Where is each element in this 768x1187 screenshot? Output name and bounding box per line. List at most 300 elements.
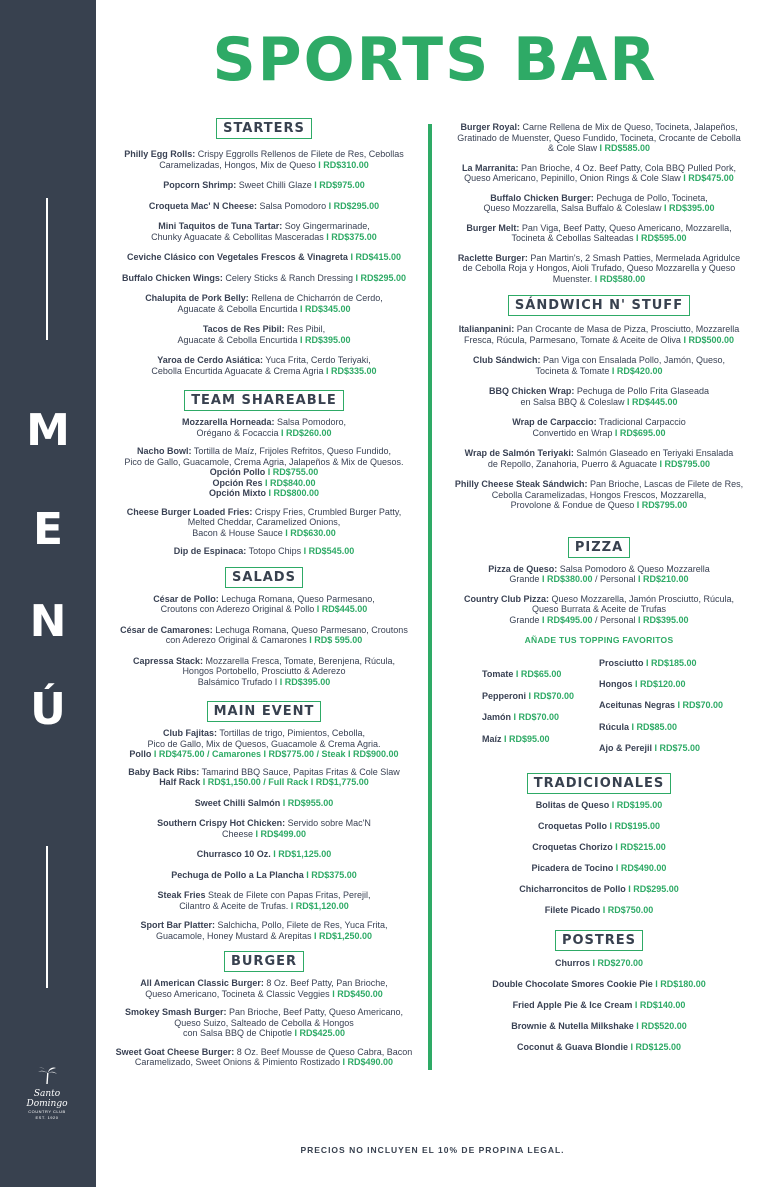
item-desc: Croutons con Aderezo Original & Pollo bbox=[160, 604, 317, 614]
item-price: I RD$295.00 bbox=[355, 272, 406, 283]
item-price: I RD$1,120.00 bbox=[290, 900, 349, 911]
item-price: I RD$630.00 bbox=[285, 527, 336, 538]
item-price: I RD$475.00 / Camarones I RD$775.00 / Steak I RD$900.00 bbox=[153, 749, 399, 759]
item-desc: Crispy Eggrolls Rellenos de Filete de Res, Cebollas bbox=[195, 149, 404, 159]
item-name: Club Fajitas: bbox=[163, 728, 218, 738]
section-header-tradicionales: TRADICIONALES bbox=[527, 773, 671, 794]
item-name: Croquetas Pollo bbox=[537, 821, 610, 831]
item-desc: Tradicional Carpaccio bbox=[596, 417, 686, 427]
item-desc: Mozzarella Fresca, Tomate, Berenjena, Rúcula, bbox=[203, 655, 395, 666]
section-header-main-event: MAIN EVENT bbox=[207, 701, 322, 722]
menu-item bbox=[103, 625, 425, 646]
item-price: I RD$310.00 bbox=[318, 159, 369, 170]
item-desc: Pico de Gallo, Guacamole, Crema Agria, Jalapeños & Mix de Quesos. bbox=[124, 456, 404, 467]
menu-item bbox=[440, 594, 758, 626]
item-desc: Steak de Filete con Papas Fritas, Perejil, bbox=[205, 890, 371, 900]
item-name: Picadera de Tocino bbox=[531, 863, 616, 873]
topping-price: I RD$70.00 bbox=[528, 690, 575, 701]
item-price: I RD$595.00 bbox=[636, 233, 687, 243]
item-price: I RD$1,250.00 bbox=[314, 930, 373, 941]
item-price: I RD$490.00 bbox=[615, 863, 667, 873]
option-label: Pollo bbox=[129, 749, 154, 759]
item-price: I RD$195.00 bbox=[609, 821, 661, 831]
item-price: I RD$210.00 bbox=[638, 574, 689, 584]
topping-item bbox=[482, 669, 561, 680]
item-name: Southern Crispy Hot Chicken: bbox=[157, 818, 286, 828]
item-desc: Provolone & Fondue de Queso bbox=[510, 500, 637, 510]
topping-name: Jamón bbox=[482, 712, 514, 722]
menu-item bbox=[440, 122, 758, 154]
item-name: Dip de Espinaca: bbox=[173, 546, 247, 556]
menu-item bbox=[440, 163, 758, 184]
palm-tree-icon bbox=[36, 1066, 58, 1084]
item-desc: Pechuga de Pollo Frita Glaseada bbox=[574, 386, 709, 396]
topping-price: I RD$65.00 bbox=[515, 669, 562, 679]
item-desc: Hongos Portobello, Prosciutto & Aderezo bbox=[182, 666, 346, 676]
menu-item bbox=[440, 905, 758, 916]
item-desc: Queso Mozzarella, Jamón Prosciutto, Rúcula, bbox=[548, 593, 735, 604]
item-price: I RD$195.00 bbox=[611, 800, 663, 810]
item-desc: Cheese bbox=[221, 828, 256, 839]
item-name: Bolitas de Queso bbox=[535, 800, 612, 810]
item-price: I RD$695.00 bbox=[614, 427, 666, 438]
menu-item bbox=[103, 201, 425, 212]
item-desc: Cebolla Encurtida Aguacate & Crema Agria bbox=[151, 365, 327, 376]
item-name: Pizza de Queso: bbox=[488, 563, 558, 574]
item-desc: Lechuga Romana, Queso Parmesano, Croutons bbox=[212, 624, 408, 635]
item-name: Churros bbox=[554, 958, 593, 968]
item-desc: Salsa Pomodoro bbox=[257, 200, 329, 211]
menu-item bbox=[103, 446, 425, 499]
option-label: Opción Mixto bbox=[208, 488, 269, 498]
size-label: Grande bbox=[509, 614, 542, 625]
item-desc: Tocineta & Tomate bbox=[535, 365, 612, 376]
topping-name: Prosciutto bbox=[599, 658, 647, 668]
section-header-salads: SALADS bbox=[225, 567, 303, 588]
item-desc: Pico de Gallo, Mix de Quesos, Guacamole & Crema Agria. bbox=[147, 738, 381, 749]
section-header-team-shareable: TEAM SHAREABLE bbox=[184, 390, 344, 411]
item-desc: 8 Oz. Beef Patty, Pan Brioche, bbox=[263, 978, 388, 988]
item-desc: Celery Sticks & Ranch Dressing bbox=[222, 272, 356, 283]
menu-item bbox=[440, 1042, 758, 1053]
item-price: I RD$490.00 bbox=[342, 1057, 394, 1067]
item-desc: Pan Brioche, Beef Patty, Queso Americano, bbox=[226, 1007, 403, 1017]
item-name: Raclette Burger: bbox=[457, 252, 528, 263]
topping-name: Hongos bbox=[599, 679, 635, 690]
topping-price: I RD$185.00 bbox=[646, 658, 697, 668]
item-name: Pechuga de Pollo a La Plancha bbox=[171, 869, 307, 880]
menu-item bbox=[440, 448, 758, 469]
item-desc: Soy Gingermarinade, bbox=[282, 221, 370, 231]
menu-item bbox=[103, 767, 425, 788]
item-price: I RD$795.00 bbox=[636, 500, 688, 510]
item-name: Churrasco 10 Oz. bbox=[196, 849, 274, 859]
section-header-starters: STARTERS bbox=[216, 118, 312, 139]
item-name: All American Classic Burger: bbox=[140, 978, 264, 988]
menu-item bbox=[103, 180, 425, 191]
item-price: I RD$585.00 bbox=[599, 143, 651, 153]
size-label: / Personal bbox=[592, 574, 639, 584]
menu-item bbox=[103, 149, 425, 170]
menu-item bbox=[103, 507, 425, 539]
topping-item bbox=[482, 712, 559, 723]
topping-item bbox=[482, 734, 550, 745]
item-name: Philly Egg Rolls: bbox=[124, 149, 196, 159]
menu-item bbox=[103, 890, 425, 911]
item-desc: Pan Brioche, Lascas de Filete de Res, bbox=[587, 479, 744, 489]
column-divider bbox=[428, 124, 432, 1070]
item-price: I RD$395.00 bbox=[663, 203, 715, 213]
item-desc: & Cole Slaw bbox=[547, 143, 600, 153]
item-price: I RD$955.00 bbox=[282, 797, 334, 808]
item-desc: Balsámico Trufado I bbox=[197, 676, 280, 687]
item-name: Croquetas Chorizo bbox=[532, 842, 616, 852]
menu-item bbox=[103, 417, 425, 438]
menu-item bbox=[440, 800, 758, 811]
menu-item bbox=[440, 253, 758, 285]
item-name: Burger Royal: bbox=[460, 122, 521, 132]
menu-item bbox=[103, 293, 425, 314]
item-desc: de Repollo, Zanahoria, Puerro & Aguacate bbox=[487, 458, 660, 469]
item-price: I RD$445.00 bbox=[627, 396, 678, 407]
item-desc: en Salsa BBQ & Coleslaw bbox=[520, 396, 627, 407]
menu-item bbox=[440, 479, 758, 511]
menu-item bbox=[440, 979, 758, 990]
toppings-area bbox=[440, 645, 758, 753]
item-price: I RD$295.00 bbox=[628, 884, 679, 894]
item-price: I RD$475.00 bbox=[683, 173, 734, 183]
item-name: Mini Taquitos de Tuna Tartar: bbox=[158, 221, 283, 231]
menu-item bbox=[103, 355, 425, 376]
topping-item bbox=[482, 691, 574, 702]
tradicionales-list bbox=[440, 800, 758, 916]
topping-price: I RD$95.00 bbox=[504, 733, 550, 744]
menu-letter-u: Ú bbox=[30, 684, 66, 735]
right-column bbox=[440, 118, 758, 1063]
item-name: Cheese Burger Loaded Fries: bbox=[126, 506, 253, 517]
item-price: I RD$795.00 bbox=[659, 458, 711, 469]
postres-list bbox=[440, 958, 758, 1053]
item-price: I RD$180.00 bbox=[655, 979, 706, 989]
item-desc: Cilantro & Aceite de Trufas. bbox=[179, 900, 291, 911]
topping-price: I RD$70.00 bbox=[513, 712, 560, 722]
topping-price: I RD$120.00 bbox=[635, 679, 686, 690]
item-name: La Marranita: bbox=[462, 162, 519, 173]
item-price: I RD$215.00 bbox=[615, 842, 666, 852]
item-desc: Gratinado de Muenster, Queso Fundido, Tocineta, Crocante de Cebolla bbox=[457, 132, 741, 143]
item-price: I RD$375.00 bbox=[306, 869, 357, 880]
item-price: I RD$345.00 bbox=[300, 303, 351, 314]
topping-item bbox=[599, 679, 686, 690]
item-name: Coconut & Guava Blondie bbox=[516, 1042, 631, 1052]
menu-letter-e: E bbox=[32, 504, 64, 555]
menu-item bbox=[103, 252, 425, 263]
item-name: Steak Fries bbox=[157, 890, 206, 900]
sidebar-line-top bbox=[46, 198, 48, 340]
item-name: Fried Apple Pie & Ice Cream bbox=[512, 1000, 635, 1010]
topping-item bbox=[599, 743, 700, 754]
item-name: Mozzarella Horneada: bbox=[181, 417, 275, 427]
item-price: I RD$425.00 bbox=[294, 1028, 346, 1038]
item-desc: Pan Martin's, 2 Smash Patties, Mermelada Agridulce bbox=[527, 252, 741, 263]
item-price: I RD$445.00 bbox=[316, 604, 368, 614]
menu-item bbox=[103, 546, 425, 557]
item-name: Popcorn Shrimp: bbox=[163, 180, 237, 190]
item-desc: Caramelizado, Sweet Onions & Pimiento Rostizado bbox=[134, 1057, 343, 1067]
item-name: Wrap de Carpaccio: bbox=[512, 417, 597, 427]
item-desc: Rellena de Chicharrón de Cerdo, bbox=[248, 293, 383, 303]
page-title: SPORTS BAR bbox=[212, 25, 658, 95]
item-desc: con Salsa BBQ de Chipotle bbox=[182, 1028, 295, 1038]
item-name: Club Sándwich: bbox=[473, 355, 541, 365]
topping-item bbox=[599, 722, 677, 733]
item-price: I RD$ 595.00 bbox=[309, 635, 363, 645]
size-label: Grande bbox=[509, 574, 542, 584]
item-desc: Convertido en Wrap bbox=[532, 427, 615, 438]
item-desc: 8 Oz. Beef Mousse de Queso Cabra, Bacon bbox=[234, 1046, 413, 1057]
item-price: I RD$545.00 bbox=[303, 546, 355, 556]
topping-name: Aceitunas Negras bbox=[599, 700, 678, 711]
menu-item bbox=[440, 564, 758, 585]
item-price: I RD$420.00 bbox=[611, 365, 663, 376]
menu-item bbox=[103, 656, 425, 688]
item-desc: Tamarind BBQ Sauce, Papitas Fritas & Cole Slaw bbox=[199, 766, 400, 777]
item-desc: Crispy Fries, Crumbled Burger Patty, bbox=[252, 506, 402, 517]
item-price: I RD$295.00 bbox=[328, 200, 380, 211]
topping-item bbox=[599, 658, 697, 669]
item-desc: Yuca Frita, Cerdo Teriyaki, bbox=[263, 355, 371, 365]
menu-item bbox=[440, 355, 758, 376]
item-desc: Aguacate & Cebolla Encurtida bbox=[177, 303, 301, 314]
menu-item bbox=[440, 884, 758, 895]
section-header-postres: POSTRES bbox=[555, 930, 643, 951]
menu-item bbox=[103, 978, 425, 999]
item-desc: Pan Brioche, 4 Oz. Beef Patty, Cola BBQ Pulled Pork, bbox=[518, 162, 736, 173]
item-desc: Salsa Pomodoro & Queso Mozzarella bbox=[557, 563, 710, 574]
menu-item bbox=[440, 417, 758, 438]
topping-name: Rúcula bbox=[599, 721, 632, 732]
item-price: I RD$395.00 bbox=[279, 676, 331, 687]
item-name: Wrap de Salmón Teriyaki: bbox=[464, 448, 574, 458]
option-label: Half Rack bbox=[159, 777, 203, 787]
item-name: Sport Bar Platter: bbox=[140, 920, 216, 930]
item-price: I RD$260.00 bbox=[281, 427, 332, 438]
sidebar-line-bottom bbox=[46, 846, 48, 988]
item-desc: Pechuga de Pollo, Tocineta, bbox=[593, 192, 708, 203]
item-price: I RD$380.00 bbox=[541, 574, 593, 584]
item-price: I RD$140.00 bbox=[634, 1000, 686, 1010]
item-price: I RD$750.00 bbox=[602, 905, 654, 915]
item-name: Baby Back Ribs: bbox=[128, 766, 200, 777]
item-price: I RD$270.00 bbox=[592, 958, 644, 968]
item-desc: Totopo Chips bbox=[246, 546, 304, 556]
item-name: Double Chocolate Smores Cookie Pie bbox=[492, 979, 656, 989]
menu-item bbox=[103, 818, 425, 839]
menu-item bbox=[103, 324, 425, 345]
menu-item bbox=[440, 821, 758, 832]
section-header-pizza: PIZZA bbox=[568, 537, 630, 558]
burger-left-list bbox=[103, 978, 425, 1068]
menu-item bbox=[440, 842, 758, 853]
item-name: BBQ Chicken Wrap: bbox=[489, 386, 575, 396]
item-price: I RD$495.00 bbox=[541, 614, 593, 625]
item-price: I RD$125.00 bbox=[630, 1042, 682, 1052]
topping-name: Ajo & Perejil bbox=[599, 742, 655, 753]
item-name: Chicharroncitos de Pollo bbox=[519, 884, 629, 894]
item-desc: Servido sobre Mac'N bbox=[285, 818, 371, 828]
item-name: Burger Melt: bbox=[466, 222, 520, 233]
item-price: I RD$375.00 bbox=[326, 231, 377, 242]
item-desc: Queso Suizo, Salteado de Cebolla & Hongos bbox=[174, 1017, 354, 1028]
menu-letter-n: N bbox=[29, 596, 67, 647]
menu-letter-m: M bbox=[26, 405, 70, 456]
size-label: / Personal bbox=[592, 614, 639, 625]
item-name: Brownie & Nutella Milkshake bbox=[511, 1021, 637, 1031]
logo-name: Santo Domingo bbox=[26, 1089, 68, 1109]
logo-est: EST. 1920 bbox=[35, 1115, 59, 1120]
item-desc: Lechuga Romana, Queso Parmesano, bbox=[218, 593, 375, 604]
item-desc: Tortilla de Maíz, Frijoles Refritos, Queso Fundido, bbox=[191, 446, 391, 456]
menu-item bbox=[103, 221, 425, 242]
menu-item bbox=[440, 1000, 758, 1011]
item-desc: Cebolla Caramelizadas, Hongos Frescos, Mozzarella, bbox=[491, 489, 707, 500]
logo-sub: COUNTRY CLUB bbox=[28, 1109, 66, 1114]
menu-item bbox=[103, 594, 425, 615]
option-price: I RD$840.00 bbox=[264, 477, 316, 488]
left-column bbox=[103, 118, 425, 1076]
footer-note: PRECIOS NO INCLUYEN EL 10% DE PROPINA LEGAL. bbox=[300, 1145, 565, 1155]
menu-item bbox=[440, 958, 758, 969]
salads-list bbox=[103, 594, 425, 688]
item-desc: Salmón Glaseado en Teriyaki Ensalada bbox=[573, 448, 734, 458]
option-label: Opción Pollo bbox=[209, 467, 268, 477]
toppings-title: AÑADE TUS TOPPING FAVORITOS bbox=[524, 635, 674, 645]
item-price: I RD$500.00 bbox=[683, 334, 734, 345]
club-logo bbox=[12, 1066, 82, 1121]
item-name: Croqueta Mac' N Cheese: bbox=[148, 200, 258, 211]
menu-item bbox=[103, 273, 425, 284]
item-price: I RD$395.00 bbox=[300, 334, 351, 345]
item-desc: Chunky Aguacate & Cebollitas Masceradas bbox=[151, 231, 327, 242]
topping-price: I RD$75.00 bbox=[654, 742, 701, 753]
menu-item bbox=[440, 863, 758, 874]
item-desc: de Cebolla Roja y Hongos, Aioli Trufado, Queso Mozzarella y Queso bbox=[462, 263, 736, 273]
burger-right-list bbox=[440, 122, 758, 284]
item-desc: Pan Viga, Beef Patty, Queso Americano, Mozzarella, bbox=[519, 222, 732, 233]
item-price: I RD$1,150.00 / Full Rack I RD$1,775.00 bbox=[202, 777, 369, 787]
option-price: I RD$755.00 bbox=[267, 467, 319, 477]
item-name: Capressa Stack: bbox=[133, 655, 204, 666]
topping-item bbox=[599, 700, 723, 711]
item-price: I RD$395.00 bbox=[638, 614, 689, 625]
item-name: Filete Picado bbox=[544, 905, 603, 915]
starters-list bbox=[103, 149, 425, 376]
item-desc: Fresca, Rúcula, Parmesano, Tomate & Aceite de Oliva bbox=[464, 334, 684, 345]
item-desc: Sweet Chilli Glaze bbox=[236, 180, 315, 190]
menu-item bbox=[103, 798, 425, 809]
item-desc: Aguacate & Cebolla Encurtida bbox=[177, 334, 301, 345]
topping-price: I RD$85.00 bbox=[631, 721, 678, 732]
menu-item bbox=[440, 223, 758, 244]
item-desc: Queso Americano, Pepinillo, Onion Rings & Cole Slaw bbox=[464, 173, 684, 183]
item-name: Yaroa de Cerdo Asiática: bbox=[157, 355, 263, 365]
item-name: César de Camarones: bbox=[120, 624, 213, 635]
item-desc: Queso Americano, Tocineta & Classic Veggies bbox=[145, 988, 333, 999]
item-desc: Melted Cheddar, Caramelized Onions, bbox=[187, 517, 341, 527]
item-name: Chalupita de Pork Belly: bbox=[145, 293, 249, 303]
item-name: César de Pollo: bbox=[153, 593, 219, 604]
item-price: I RD$580.00 bbox=[594, 273, 646, 284]
item-price: I RD$975.00 bbox=[314, 180, 365, 190]
item-price: I RD$499.00 bbox=[255, 828, 307, 839]
option-price: I RD$800.00 bbox=[268, 488, 320, 498]
menu-item bbox=[103, 870, 425, 881]
item-desc: Bacon & House Sauce bbox=[192, 527, 286, 538]
sidebar bbox=[0, 0, 96, 1187]
item-desc: Caramelizadas, Hongos, Mix de Queso bbox=[159, 159, 319, 170]
option-label: Opción Res bbox=[212, 477, 265, 488]
item-name: Italianpanini: bbox=[458, 324, 515, 334]
item-name: Country Club Pizza: bbox=[463, 593, 549, 604]
item-name: Sweet Goat Cheese Burger: bbox=[115, 1046, 235, 1057]
item-desc: Pan Viga con Ensalada Pollo, Jamón, Queso, bbox=[540, 355, 725, 365]
topping-name: Maíz bbox=[482, 733, 505, 744]
item-desc: Pan Crocante de Masa de Pizza, Prosciutto, Mozzarella bbox=[514, 324, 740, 334]
menu-item bbox=[103, 920, 425, 941]
topping-name: Tomate bbox=[482, 669, 516, 679]
item-desc: con Aderezo Original & Camarones bbox=[165, 635, 310, 645]
item-desc: Queso Mozzarella, Salsa Buffalo & Coleslaw bbox=[483, 203, 664, 213]
item-desc: Salchicha, Pollo, Filete de Res, Yuca Frita, bbox=[215, 920, 388, 930]
menu-item bbox=[103, 1007, 425, 1039]
menu-item bbox=[440, 1021, 758, 1032]
menu-item bbox=[103, 1047, 425, 1068]
item-price: I RD$335.00 bbox=[326, 365, 377, 376]
item-desc: Carne Rellena de Mix de Queso, Tocineta, Jalapeños, bbox=[520, 122, 738, 132]
item-desc: Res Pibil, bbox=[284, 324, 326, 334]
item-desc: Orégano & Focaccia bbox=[196, 427, 281, 438]
menu-item bbox=[440, 324, 758, 345]
item-desc: Queso Burrata & Aceite de Trufas bbox=[531, 604, 667, 614]
item-desc: Salsa Pomodoro, bbox=[274, 417, 347, 427]
item-name: Buffalo Chicken Wings: bbox=[121, 272, 223, 283]
topping-price: I RD$70.00 bbox=[677, 700, 724, 711]
item-price: I RD$415.00 bbox=[350, 252, 401, 262]
item-desc: Guacamole, Honey Mustard & Arepitas bbox=[155, 930, 315, 941]
item-name: Philly Cheese Steak Sándwich: bbox=[454, 479, 588, 489]
item-desc: Muenster. bbox=[552, 273, 595, 284]
menu-item bbox=[103, 849, 425, 860]
menu-item bbox=[440, 193, 758, 214]
item-price: I RD$1,125.00 bbox=[273, 849, 332, 859]
item-price: I RD$520.00 bbox=[636, 1021, 687, 1031]
item-name: Ceviche Clásico con Vegetales Frescos & Vinagreta bbox=[127, 252, 351, 262]
item-name: Tacos de Res Pibil: bbox=[202, 324, 285, 334]
item-price: I RD$450.00 bbox=[332, 988, 383, 999]
item-desc: Tortillas de trigo, Pimientos, Cebolla, bbox=[217, 728, 365, 738]
item-name: Nacho Bowl: bbox=[137, 446, 192, 456]
menu-item bbox=[440, 386, 758, 407]
topping-name: Pepperoni bbox=[482, 690, 529, 701]
sandwich-list bbox=[440, 324, 758, 511]
section-header-burger: BURGER bbox=[224, 951, 304, 972]
item-desc: Tocineta & Cebollas Salteadas bbox=[511, 233, 637, 243]
item-name: Sweet Chilli Salmón bbox=[194, 797, 283, 808]
item-name: Smokey Smash Burger: bbox=[125, 1007, 227, 1017]
item-name: Buffalo Chicken Burger: bbox=[490, 192, 594, 203]
menu-item bbox=[103, 728, 425, 760]
section-header-sandwich: SÁNDWICH N' STUFF bbox=[508, 295, 690, 316]
